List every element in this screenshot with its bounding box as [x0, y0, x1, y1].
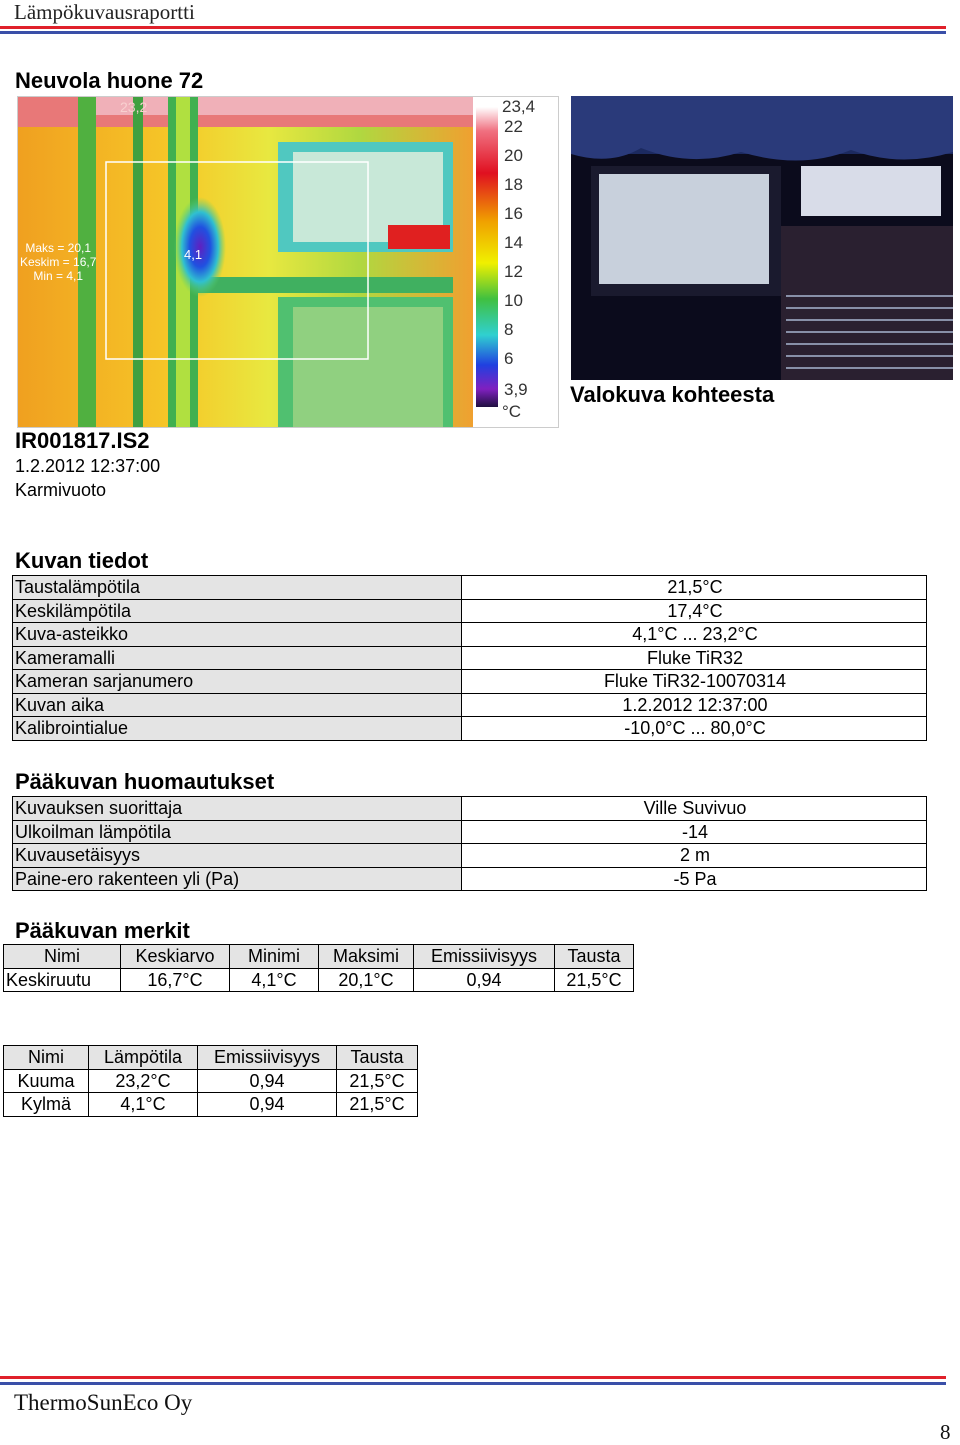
markers-title: Pääkuvan merkit [15, 918, 190, 943]
spots-table [3, 1045, 418, 1117]
column-header: Tausta [337, 1046, 418, 1070]
scale-tick-22: 22 [504, 117, 523, 136]
box-stats [20, 241, 96, 283]
markers-table [3, 944, 634, 992]
table-cell: 20,1°C [319, 968, 414, 992]
thermal-image [17, 96, 559, 428]
image-info-table [12, 575, 927, 741]
info-value: 17,4°C [462, 599, 927, 623]
table-row [13, 867, 927, 891]
scale-tick-12: 12 [504, 262, 523, 281]
table-row [13, 820, 927, 844]
scale-tick-10: 10 [504, 291, 523, 310]
info-value: 1.2.2012 12:37:00 [462, 693, 927, 717]
column-header: Emissiivisyys [198, 1046, 337, 1070]
table-cell: 21,5°C [337, 1093, 418, 1117]
table-row [13, 844, 927, 868]
table-row [13, 646, 927, 670]
image-timestamp: 1.2.2012 12:37:00 [15, 456, 161, 476]
info-label: Kameramalli [13, 646, 462, 670]
remarks-table [12, 796, 927, 891]
column-header: Lämpötila [89, 1046, 198, 1070]
table-row [13, 670, 927, 694]
table-row [13, 576, 927, 600]
table-cell: 21,5°C [555, 968, 634, 992]
table-row [13, 599, 927, 623]
report-title: Lämpökuvausraportti [14, 0, 195, 24]
table-cell: 0,94 [198, 1093, 337, 1117]
scale-tick-14: 14 [504, 233, 523, 252]
table-cell: 21,5°C [337, 1069, 418, 1093]
scale-tick-8: 8 [504, 320, 514, 339]
scale-min-label: 3,9 [504, 380, 528, 399]
photo-caption: Valokuva kohteesta [570, 382, 775, 407]
column-header: Keskiarvo [121, 945, 230, 969]
remark-label: Ulkoilman lämpötila [13, 820, 462, 844]
table-cell: 0,94 [198, 1069, 337, 1093]
header-rule-red [0, 26, 946, 29]
remark-value: 2 m [462, 844, 927, 868]
info-label: Keskilämpötila [13, 599, 462, 623]
table-cell: Keskiruutu [4, 968, 121, 992]
info-label: Kuva-asteikko [13, 623, 462, 647]
table-row [13, 623, 927, 647]
info-value: 21,5°C [462, 576, 927, 600]
info-label: Kameran sarjanumero [13, 670, 462, 694]
table-cell: Kylmä [4, 1093, 89, 1117]
table-cell: Kuuma [4, 1069, 89, 1093]
remark-label: Paine-ero rakenteen yli (Pa) [13, 867, 462, 891]
box-stat-max: Maks = 20,1 [25, 241, 92, 255]
scale-unit-label: °C [502, 402, 522, 421]
table-cell: 16,7°C [121, 968, 230, 992]
remark-label: Kuvausetäisyys [13, 844, 462, 868]
remark-value: Ville Suvivuo [462, 797, 927, 821]
column-header: Tausta [555, 945, 634, 969]
page-number: 8 [940, 1420, 951, 1444]
image-info-title: Kuvan tiedot [15, 548, 149, 573]
box-stat-min: Min = 4,1 [33, 269, 84, 283]
info-label: Kuvan aika [13, 693, 462, 717]
table-header-row [4, 945, 634, 969]
remarks-title: Pääkuvan huomautukset [15, 769, 275, 794]
scale-tick-20: 20 [504, 146, 523, 165]
table-cell: 4,1°C [89, 1093, 198, 1117]
visible-photo [571, 96, 953, 380]
table-cell: 4,1°C [230, 968, 319, 992]
table-row [4, 1069, 418, 1093]
max-temp-label: 23,2 [120, 99, 148, 115]
remark-label: Kuvauksen suorittaja [13, 797, 462, 821]
table-row [13, 693, 927, 717]
remark-value: -14 [462, 820, 927, 844]
box-stat-avg: Keskim = 16,7 [20, 255, 97, 269]
footer-rule-red [0, 1376, 946, 1379]
footer-rule-blue [0, 1382, 946, 1385]
table-cell: 0,94 [414, 968, 555, 992]
image-description: Karmivuoto [15, 480, 107, 500]
table-header-row [4, 1046, 418, 1070]
info-value: Fluke TiR32 [462, 646, 927, 670]
info-label: Taustalämpötila [13, 576, 462, 600]
table-row [13, 717, 927, 741]
table-row [13, 797, 927, 821]
scale-tick-6: 6 [504, 349, 514, 368]
remark-value: -5 Pa [462, 867, 927, 891]
column-header: Minimi [230, 945, 319, 969]
info-value: Fluke TiR32-10070314 [462, 670, 927, 694]
company-name: ThermoSunEco Oy [14, 1390, 193, 1415]
cold-spot-label: 4,1 [184, 247, 203, 262]
scale-tick-18: 18 [504, 175, 523, 194]
table-row [4, 1093, 418, 1117]
column-header: Nimi [4, 945, 121, 969]
scale-tick-16: 16 [504, 204, 523, 223]
info-value: -10,0°C ... 80,0°C [462, 717, 927, 741]
file-name: IR001817.IS2 [15, 428, 150, 453]
info-value: 4,1°C ... 23,2°C [462, 623, 927, 647]
scale-max-label: 23,4 [502, 97, 536, 116]
column-header: Maksimi [319, 945, 414, 969]
table-row [4, 968, 634, 992]
table-cell: 23,2°C [89, 1069, 198, 1093]
header-rule-blue [0, 31, 946, 34]
column-header: Emissiivisyys [414, 945, 555, 969]
column-header: Nimi [4, 1046, 89, 1070]
location-title: Neuvola huone 72 [15, 68, 204, 93]
info-label: Kalibrointialue [13, 717, 462, 741]
